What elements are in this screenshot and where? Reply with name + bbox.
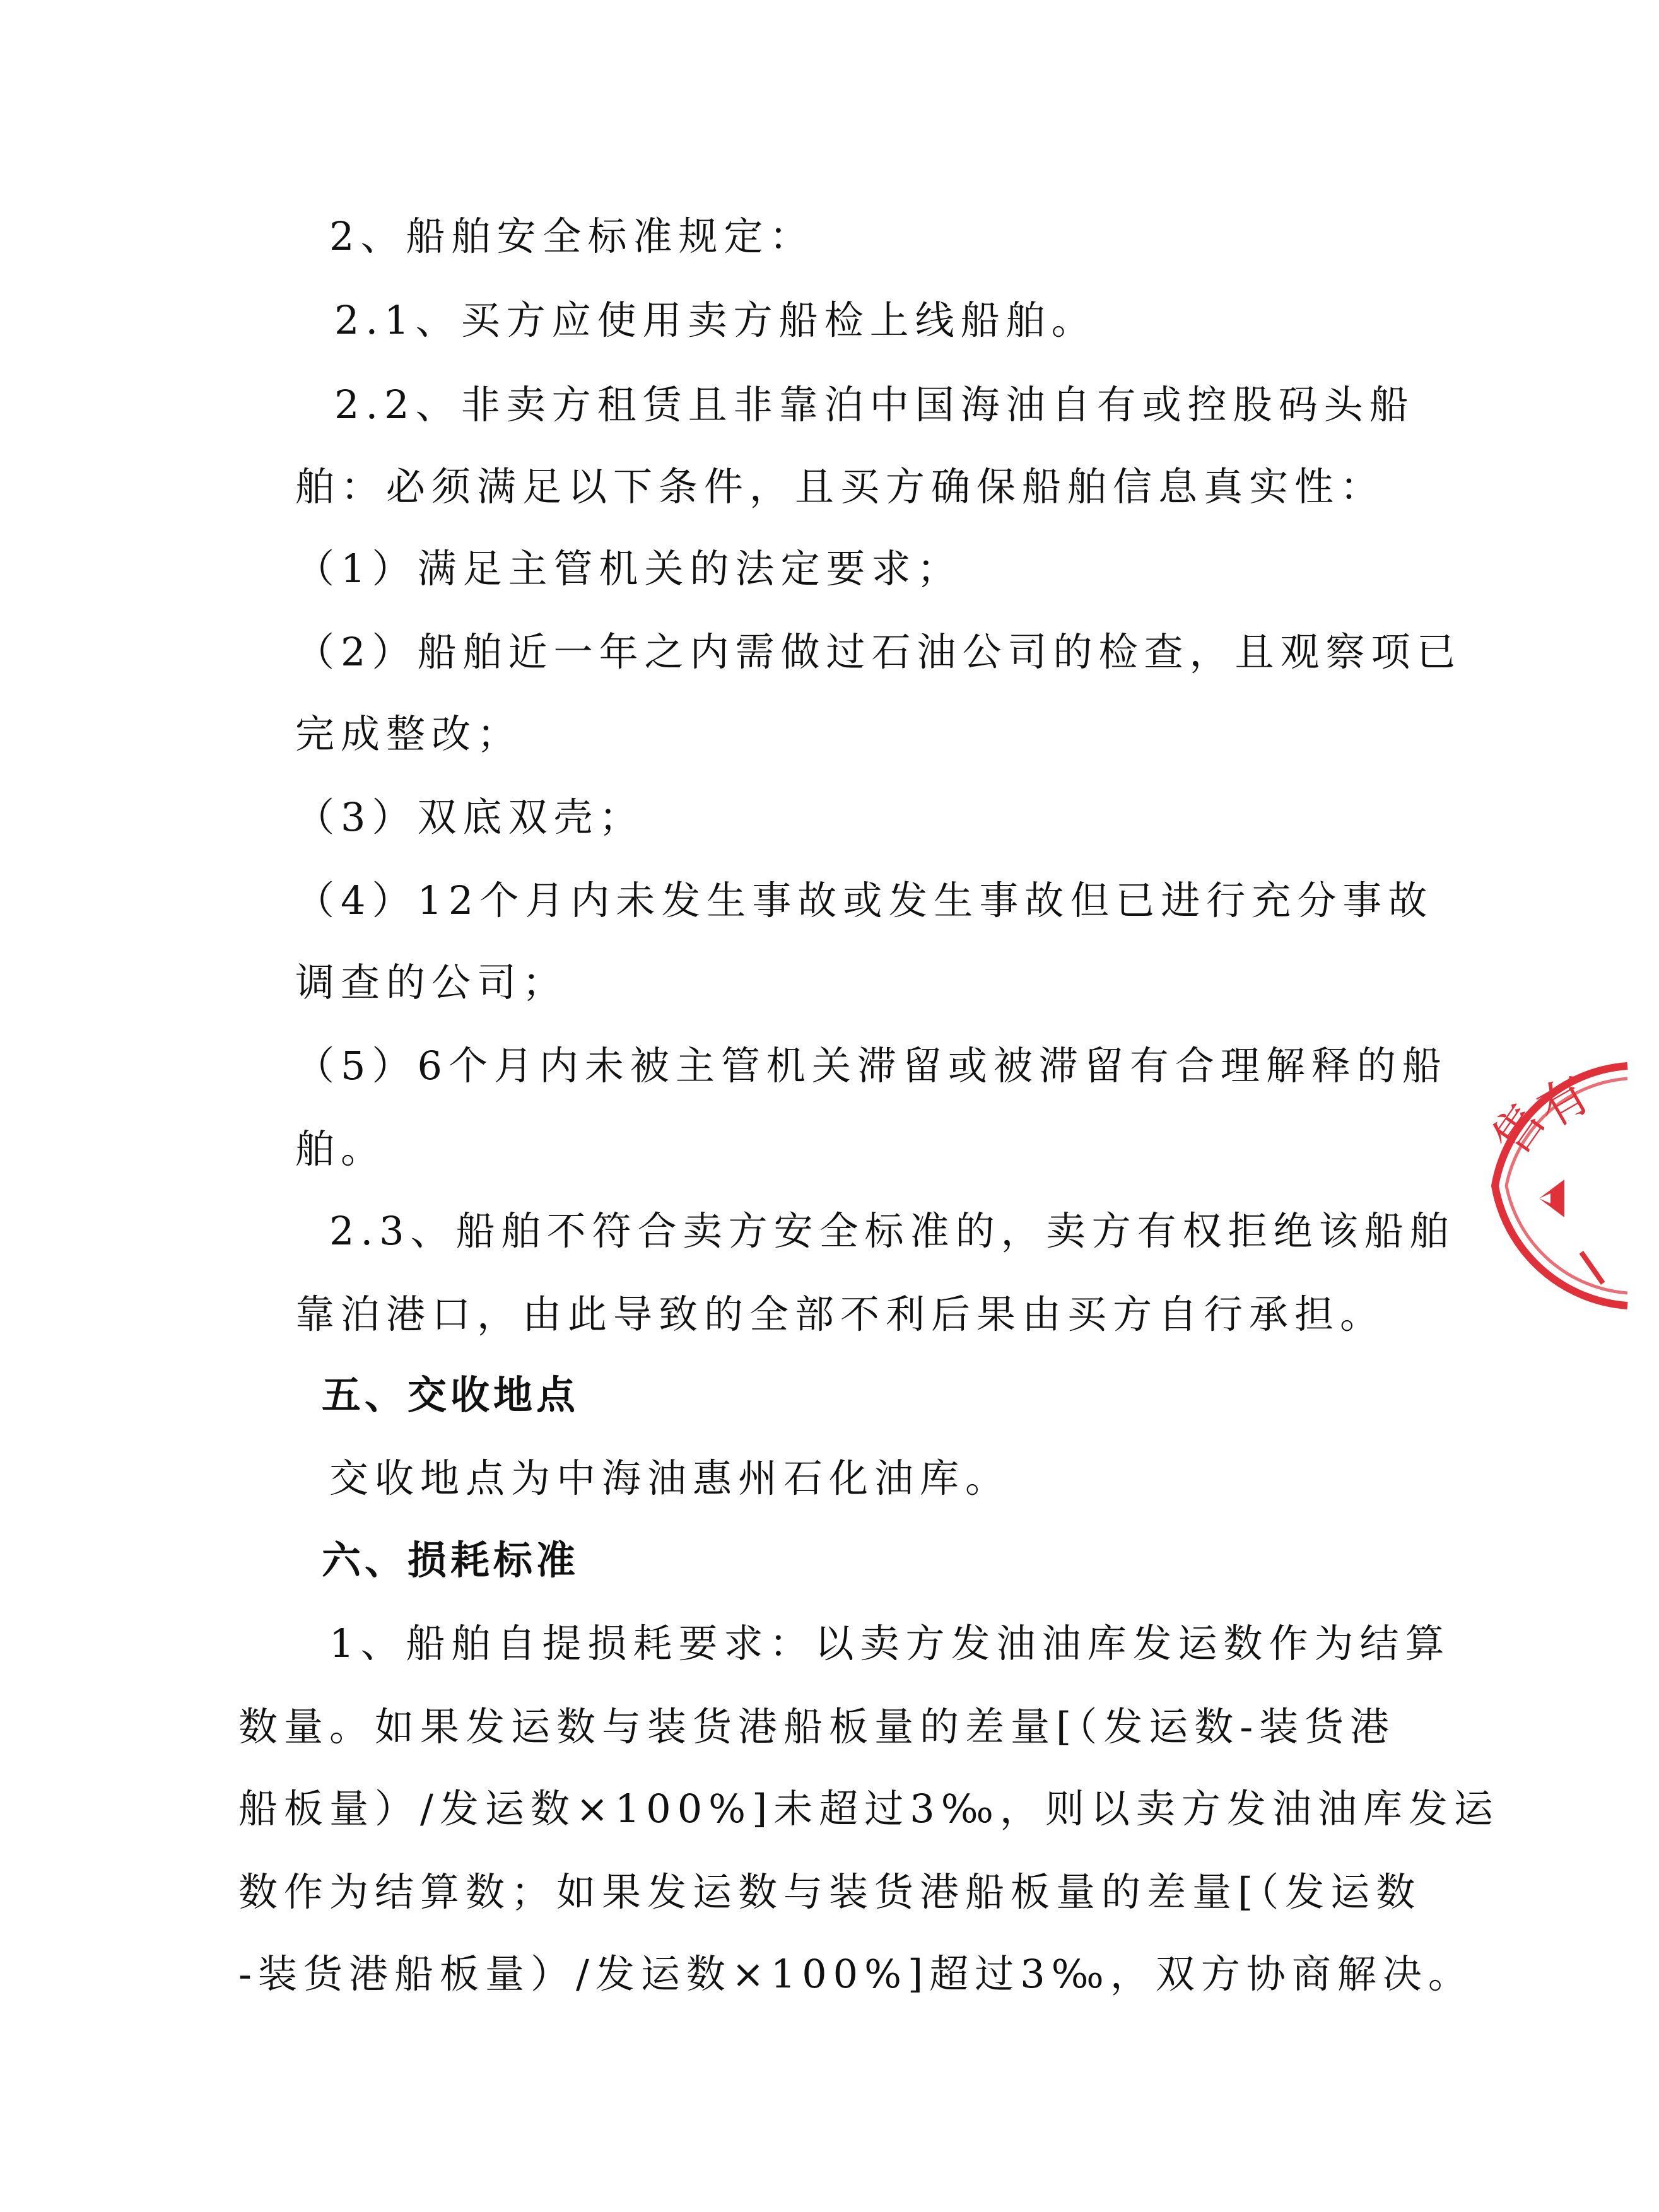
loss-standard-line-2: 数量。如果发运数与装货港船板量的差量[（发运数-装货港 xyxy=(238,1704,1396,1750)
clause-2-title: 2、船舶安全标准规定： xyxy=(329,213,815,259)
section-5-body: 交收地点为中海油惠州石化油库。 xyxy=(329,1455,1011,1501)
loss-standard-line-5: -装货港船板量）/发运数×100%]超过3‰，双方协商解决。 xyxy=(238,1951,1474,1997)
condition-2-line-2: 完成整改； xyxy=(295,711,523,757)
condition-4-line-2: 调查的公司； xyxy=(295,959,568,1005)
clause-2-3-line-2: 靠泊港口，由此导致的全部不利后果由买方自行承担。 xyxy=(295,1291,1386,1337)
clause-2-2-line-2: 舶：必须满足以下条件，且买方确保船舶信息真实性： xyxy=(295,464,1386,510)
condition-5-line-2: 舶。 xyxy=(295,1126,387,1172)
section-6-heading: 六、损耗标准 xyxy=(322,1537,580,1583)
clause-2-1: 2.1、买方应使用卖方船检上线船舶。 xyxy=(334,297,1097,343)
condition-2-line-1: （2）船舶近一年之内需做过石油公司的检查，且观察项已 xyxy=(295,629,1462,675)
clause-2-2-line-1: 2.2、非卖方租赁且非靠泊中国海油自有或控股码头船 xyxy=(334,382,1415,428)
condition-4-line-1: （4）12个月内未发生事故或发生事故但已进行充分事故 xyxy=(295,877,1434,923)
condition-5-line-1: （5）6个月内未被主管机关滞留或被滞留有合理解释的船 xyxy=(295,1043,1448,1089)
loss-standard-line-4: 数作为结算数；如果发运数与装货港船板量的差量[（发运数 xyxy=(238,1869,1422,1915)
condition-3: （3）双底双壳； xyxy=(295,794,645,840)
condition-1: （1）满足主管机关的法定要求； xyxy=(295,546,963,592)
svg-text:有: 有 xyxy=(1528,1065,1600,1140)
section-5-heading: 五、交收地点 xyxy=(322,1372,580,1418)
clause-2-3-line-1: 2.3、船舶不符合卖方安全标准的，卖方有权拒绝该船舶 xyxy=(329,1208,1455,1254)
loss-standard-line-3: 船板量）/发运数×100%]未超过3‰，则以卖方发油油库发运 xyxy=(238,1786,1499,1832)
loss-standard-line-1: 1、船舶自提损耗要求：以卖方发油油库发运数作为结算 xyxy=(329,1620,1451,1666)
company-seal xyxy=(1470,1009,1659,1362)
svg-text:售: 售 xyxy=(1482,1093,1557,1166)
